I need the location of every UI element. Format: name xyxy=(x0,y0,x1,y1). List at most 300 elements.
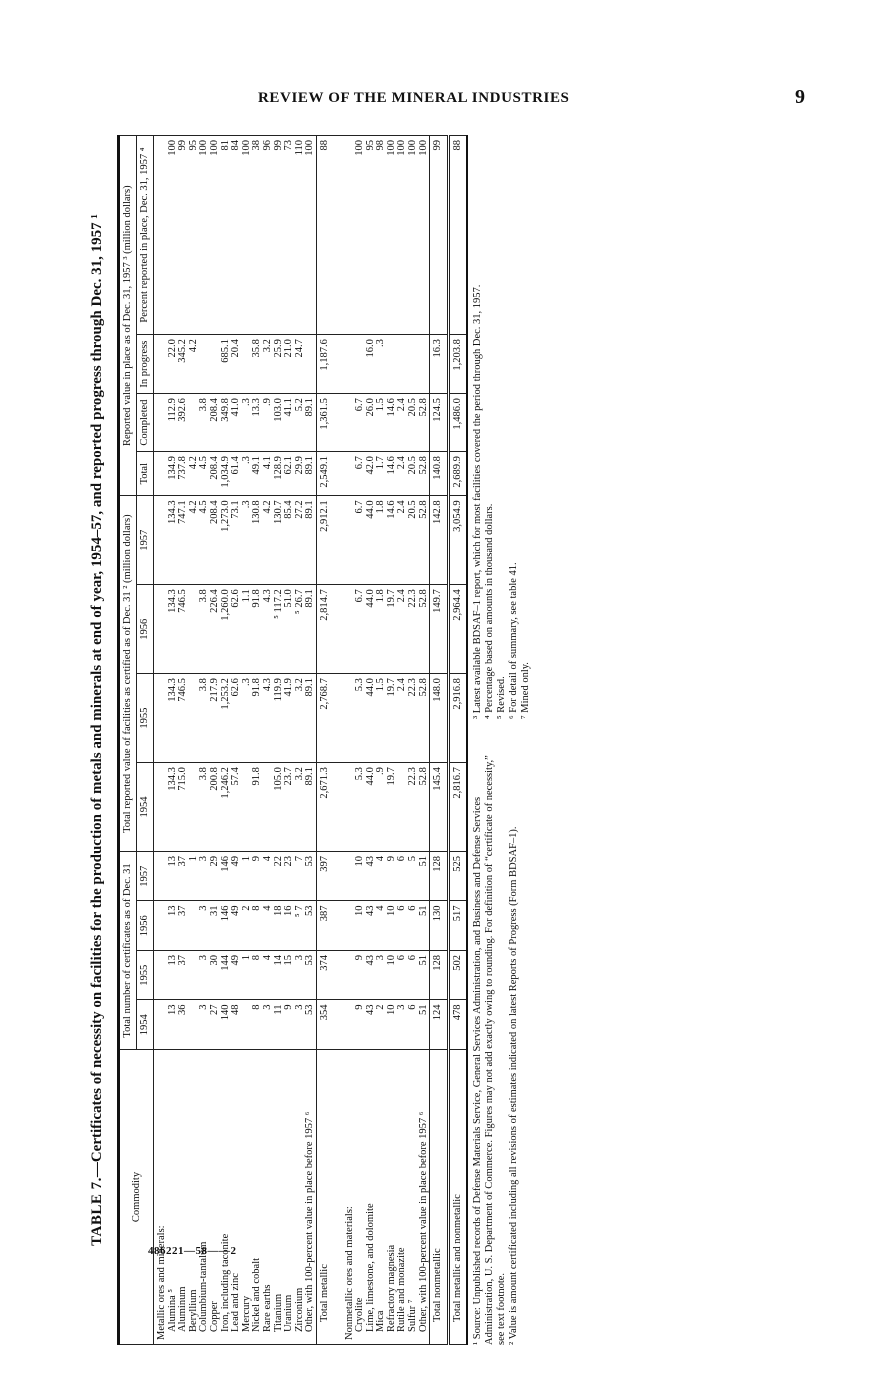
cell-value: 27.2 xyxy=(295,496,306,585)
table-row xyxy=(263,136,274,1345)
group-value-header: Total reported value of facilities as certified as of Dec. 31 ² (million dollars) xyxy=(119,496,137,852)
year-header: 1954 xyxy=(137,763,154,852)
cell-value: 51 xyxy=(419,1000,430,1050)
row-label: Sulfur ⁷ xyxy=(408,1050,419,1345)
cell-value: 1.1 xyxy=(242,585,253,674)
cell-value: 4.5 xyxy=(199,496,210,585)
row-label: Refractory magnesia xyxy=(387,1050,398,1345)
cell-value: 128 xyxy=(430,951,449,1001)
cell-value: 3.2 xyxy=(295,763,306,852)
cell-value: 44.0 xyxy=(366,496,377,585)
row-label: Zirconium xyxy=(295,1050,306,1345)
empty-cell xyxy=(154,851,168,901)
cell-value: 3.8 xyxy=(199,585,210,674)
cell-value: 3,054.9 xyxy=(448,496,467,585)
table-row xyxy=(387,136,398,1345)
cell-value: 1,034.9 xyxy=(221,452,232,496)
table-row xyxy=(305,136,316,1345)
cell-value: 2,549.1 xyxy=(316,452,333,496)
empty-cell xyxy=(154,1000,168,1050)
row-label: Lead and zinc xyxy=(231,1050,242,1345)
cell-value: 98 xyxy=(376,136,387,335)
group-heading: Nonmetallic ores and materials: xyxy=(342,1050,356,1345)
cell-value xyxy=(419,335,430,394)
cell-value: 1.5 xyxy=(376,394,387,452)
empty-cell xyxy=(342,763,356,852)
cell-value: 6.7 xyxy=(355,585,366,674)
empty-cell xyxy=(154,335,168,394)
cell-value: 4.1 xyxy=(263,452,274,496)
rotated-table-block xyxy=(88,115,748,1345)
row-label: Cryolite xyxy=(355,1050,366,1345)
cell-value: 4 xyxy=(263,951,274,1001)
empty-cell xyxy=(154,674,168,763)
empty-cell xyxy=(154,136,168,335)
empty-cell xyxy=(342,452,356,496)
cell-value: 41.1 xyxy=(284,394,295,452)
cell-value: 13 xyxy=(168,851,179,901)
cell-value: 89.1 xyxy=(305,674,316,763)
spacer-row xyxy=(334,136,342,1345)
cell-value: 22.3 xyxy=(408,763,419,852)
table-row xyxy=(355,136,366,1345)
group-heading: Metallic ores and minerals: xyxy=(154,1050,168,1345)
table-caption-lead: TABLE 7. xyxy=(89,1177,105,1246)
cell-value: 2,912.1 xyxy=(316,496,333,585)
cell-value: 14.6 xyxy=(387,496,398,585)
table-row xyxy=(366,136,377,1345)
cell-value: 112.9 xyxy=(168,394,179,452)
cell-value: 29.9 xyxy=(295,452,306,496)
empty-cell xyxy=(154,394,168,452)
cell-value: ⁵ 117.2 xyxy=(274,585,285,674)
cell-value: 142.8 xyxy=(430,496,449,585)
table-row xyxy=(274,136,285,1345)
cell-value: 4.3 xyxy=(263,674,274,763)
cell-value xyxy=(305,335,316,394)
empty-cell xyxy=(342,901,356,951)
page-number: 9 xyxy=(795,86,805,108)
cell-value: 13 xyxy=(168,1000,179,1050)
row-label: Rutile and monazite xyxy=(397,1050,408,1345)
empty-cell xyxy=(342,585,356,674)
cell-value: 2,671.3 xyxy=(316,763,333,852)
empty-cell xyxy=(342,335,356,394)
cell-value: 96 xyxy=(263,136,274,335)
table-body xyxy=(154,136,468,1345)
empty-cell xyxy=(154,951,168,1001)
cell-value: 6.7 xyxy=(355,496,366,585)
cell-value: 685.1 xyxy=(221,335,232,394)
cell-value: 4.5 xyxy=(199,452,210,496)
cell-value: 3 xyxy=(199,901,210,951)
cell-value: 73.1 xyxy=(231,496,242,585)
cell-value: 140.8 xyxy=(430,452,449,496)
cell-value: 208.4 xyxy=(210,394,221,452)
cell-value: 23 xyxy=(284,851,295,901)
cell-value: 22.3 xyxy=(408,585,419,674)
cell-value: 89.1 xyxy=(305,394,316,452)
empty-cell xyxy=(334,394,342,452)
cell-value: 134.3 xyxy=(168,585,179,674)
group-heading-row xyxy=(342,136,356,1345)
cell-value: 134.3 xyxy=(168,763,179,852)
cell-value: 10 xyxy=(387,901,398,951)
print-stamp: 486221—58——2 xyxy=(148,1245,237,1257)
empty-cell xyxy=(334,901,342,951)
cell-value: 9 xyxy=(355,951,366,1001)
cell-value: 715.0 xyxy=(178,763,189,852)
year-header: 1956 xyxy=(137,585,154,674)
cell-value: 100 xyxy=(419,136,430,335)
cell-value: 100 xyxy=(199,136,210,335)
cell-value: 1 xyxy=(242,851,253,901)
cell-value: .3 xyxy=(242,496,253,585)
cell-value: 119.9 xyxy=(274,674,285,763)
year-header: 1955 xyxy=(137,674,154,763)
row-label: Lime, limestone, and dolomite xyxy=(366,1050,377,1345)
cell-value: 89.1 xyxy=(305,452,316,496)
empty-cell xyxy=(334,674,342,763)
row-label: Columbium-tantalum xyxy=(199,1050,210,1345)
cell-value: 8 xyxy=(252,901,263,951)
cell-value: 100 xyxy=(408,136,419,335)
cell-value: 89.1 xyxy=(305,763,316,852)
cell-value: 525 xyxy=(448,851,467,901)
cell-value: 10 xyxy=(387,1000,398,1050)
cell-value: .3 xyxy=(376,335,387,394)
cell-value: 2,768.7 xyxy=(316,674,333,763)
cell-value: 2,814.7 xyxy=(316,585,333,674)
empty-cell xyxy=(334,496,342,585)
cell-value: 1,203.8 xyxy=(448,335,467,394)
cell-value: 3 xyxy=(376,951,387,1001)
cell-value: 128.9 xyxy=(274,452,285,496)
cell-value: 99 xyxy=(274,136,285,335)
cell-value: 43 xyxy=(366,901,377,951)
col-commodity-header: Commodity xyxy=(119,1050,154,1345)
cell-value: 140 xyxy=(221,1000,232,1050)
cell-value: 4 xyxy=(263,901,274,951)
cell-value: 8 xyxy=(252,1000,263,1050)
table-row xyxy=(231,136,242,1345)
empty-cell xyxy=(342,851,356,901)
cell-value: 1,273.0 xyxy=(221,496,232,585)
cell-value: .9 xyxy=(376,763,387,852)
cell-value: 16.0 xyxy=(366,335,377,394)
cell-value: 9 xyxy=(284,1000,295,1050)
cell-value: 13 xyxy=(168,901,179,951)
cell-value: 13 xyxy=(168,951,179,1001)
cell-value: 208.4 xyxy=(210,452,221,496)
cell-value: 9 xyxy=(252,851,263,901)
table-row xyxy=(419,136,430,1345)
cell-value: 5.3 xyxy=(355,763,366,852)
cell-value: 149.7 xyxy=(430,585,449,674)
cell-value: 502 xyxy=(448,951,467,1001)
cell-value: 2.4 xyxy=(397,674,408,763)
cell-value: 2,964.4 xyxy=(448,585,467,674)
table-row xyxy=(430,136,449,1345)
cell-value: 44.0 xyxy=(366,585,377,674)
cell-value: 1,486.0 xyxy=(448,394,467,452)
cell-value: 10 xyxy=(387,951,398,1001)
cell-value: 16.3 xyxy=(430,335,449,394)
cell-value: 52.8 xyxy=(419,452,430,496)
table-row xyxy=(397,136,408,1345)
cell-value: 2,816.7 xyxy=(448,763,467,852)
row-label: Other, with 100-percent value in place before 1957 ⁶ xyxy=(305,1050,316,1345)
cell-value: 128 xyxy=(430,851,449,901)
cell-value: 41.9 xyxy=(284,674,295,763)
cell-value: 134.3 xyxy=(168,496,179,585)
cell-value: 3 xyxy=(199,851,210,901)
cell-value: 14 xyxy=(274,951,285,1001)
table-row xyxy=(242,136,253,1345)
cell-value: 3.8 xyxy=(199,394,210,452)
cell-value: 37 xyxy=(178,851,189,901)
year-header: 1955 xyxy=(137,951,154,1001)
cell-value: 49 xyxy=(231,901,242,951)
cell-value: 48 xyxy=(231,1000,242,1050)
cell-value: 100 xyxy=(210,136,221,335)
row-label: Beryllium xyxy=(189,1050,200,1345)
empty-cell xyxy=(334,136,342,335)
cell-value: 19.7 xyxy=(387,585,398,674)
cell-value: 49.1 xyxy=(252,452,263,496)
empty-cell xyxy=(342,496,356,585)
cell-value: 38 xyxy=(252,136,263,335)
cell-value: 52.8 xyxy=(419,674,430,763)
cell-value: 29 xyxy=(210,851,221,901)
cell-value: 746.5 xyxy=(178,585,189,674)
cell-value: 53 xyxy=(305,851,316,901)
table-row xyxy=(448,136,467,1345)
row-label: Other, with 100-percent value in place before 1957 ⁶ xyxy=(419,1050,430,1345)
cell-value: 5.2 xyxy=(295,394,306,452)
cell-value: 517 xyxy=(448,901,467,951)
cell-value: 387 xyxy=(316,901,333,951)
empty-cell xyxy=(154,585,168,674)
cell-value: 95 xyxy=(366,136,377,335)
footnotes xyxy=(472,115,532,1345)
group-certificates-header: Total number of certificates as of Dec. 31 xyxy=(119,851,137,1049)
cell-value: 15 xyxy=(284,951,295,1001)
cell-value: .3 xyxy=(242,452,253,496)
cell-value: 1.5 xyxy=(376,674,387,763)
cell-value: 4.3 xyxy=(263,585,274,674)
cell-value: 9 xyxy=(387,851,398,901)
cell-value: 6 xyxy=(408,951,419,1001)
footnote: ¹ Source: Unpublished records of Defense Materials Service, General Services Administration, and Business and Defense Services Administration, U. S. Department of Commerce. Figures may not add exactly owing to rounding. For definition of “certificate of necessity,” see text footnote. xyxy=(472,755,508,1345)
footnote: ⁶ For detail of summary, see table 41. xyxy=(508,562,520,719)
row-label: Aluminum xyxy=(178,1050,189,1345)
table-row xyxy=(221,136,232,1345)
empty-cell xyxy=(154,496,168,585)
cell-value: 124.5 xyxy=(430,394,449,452)
cell-value: 226.4 xyxy=(210,585,221,674)
cell-value: 3.2 xyxy=(295,674,306,763)
row-label: Iron, including taconite xyxy=(221,1050,232,1345)
cell-value: 4.2 xyxy=(263,496,274,585)
cell-value: 2,689.9 xyxy=(448,452,467,496)
cell-value: 134.3 xyxy=(168,674,179,763)
table-row xyxy=(199,136,210,1345)
cell-value: 4.2 xyxy=(189,335,200,394)
cell-value: 103.0 xyxy=(274,394,285,452)
cell-value: 95 xyxy=(189,136,200,335)
cell-value: 6 xyxy=(408,1000,419,1050)
footnotes-right xyxy=(472,115,532,719)
empty-cell xyxy=(334,452,342,496)
cell-value: .9 xyxy=(263,394,274,452)
cell-value: 349.8 xyxy=(221,394,232,452)
empty-cell xyxy=(154,763,168,852)
cell-value: 41.0 xyxy=(231,394,242,452)
cell-value: 392.6 xyxy=(178,394,189,452)
cell-value: 1.7 xyxy=(376,452,387,496)
cell-value: 6.7 xyxy=(355,452,366,496)
empty-cell xyxy=(342,951,356,1001)
cell-value: 43 xyxy=(366,1000,377,1050)
empty-cell xyxy=(334,1000,342,1050)
cell-value: 100 xyxy=(355,136,366,335)
row-label: Titanium xyxy=(274,1050,285,1345)
cell-value: 91.8 xyxy=(252,763,263,852)
row-label: Alumina ⁵ xyxy=(168,1050,179,1345)
cell-value: 3 xyxy=(263,1000,274,1050)
cell-value: 1,246.2 xyxy=(221,763,232,852)
cell-value: 52.8 xyxy=(419,585,430,674)
empty-cell xyxy=(334,335,342,394)
cell-value: 6.7 xyxy=(355,394,366,452)
row-label: Copper xyxy=(210,1050,221,1345)
cell-value: 18 xyxy=(274,901,285,951)
cell-value: 100 xyxy=(387,136,398,335)
cell-value: 4 xyxy=(376,901,387,951)
cell-value: 51 xyxy=(419,951,430,1001)
cell-value: 4.2 xyxy=(189,452,200,496)
cell-value: 27 xyxy=(210,1000,221,1050)
empty-cell xyxy=(342,394,356,452)
cell-value: 134.9 xyxy=(168,452,179,496)
cell-value: 52.8 xyxy=(419,763,430,852)
cell-value: 89.1 xyxy=(305,585,316,674)
cell-value xyxy=(387,335,398,394)
cell-value: 49 xyxy=(231,951,242,1001)
row-label: Total metallic and nonmetallic xyxy=(448,1050,467,1345)
cell-value: 62.6 xyxy=(231,674,242,763)
cell-value: 35.8 xyxy=(252,335,263,394)
cell-value: 124 xyxy=(430,1000,449,1050)
cell-value: 2.4 xyxy=(397,394,408,452)
cell-value: 22.0 xyxy=(168,335,179,394)
cell-value: 478 xyxy=(448,1000,467,1050)
cell-value: 57.4 xyxy=(231,763,242,852)
cell-value: 85.4 xyxy=(284,496,295,585)
cell-value: 20.4 xyxy=(231,335,242,394)
table-caption-text: —Certificates of necessity on facilities for the production of metals and minerals at end of year, 1954–57, and reported progress through Dec. 31, 1957 ¹ xyxy=(89,214,105,1178)
cell-value: 7 xyxy=(295,851,306,901)
row-label: Nickel and cobalt xyxy=(252,1050,263,1345)
cell-value: 88 xyxy=(316,136,333,335)
cell-value: 746.5 xyxy=(178,674,189,763)
cell-value: 43 xyxy=(366,851,377,901)
cell-value: 23.7 xyxy=(284,763,295,852)
cell-value: 100 xyxy=(397,136,408,335)
percent-header: Percent reported in place, Dec. 31, 1957 ⁴ xyxy=(137,136,154,335)
cell-value xyxy=(263,763,274,852)
empty-cell xyxy=(334,585,342,674)
cell-value: 51 xyxy=(419,901,430,951)
cell-value: 52.8 xyxy=(419,496,430,585)
footnote: ² Value is amount certificated including all revisions of estimates indicated on latest Reports of Progress (Form BDSAF–1). xyxy=(508,826,520,1345)
cell-value: 144 xyxy=(221,951,232,1001)
cell-value: 5.3 xyxy=(355,674,366,763)
cell-value: 354 xyxy=(316,1000,333,1050)
cell-value: 2.4 xyxy=(397,452,408,496)
cell-value: 53 xyxy=(305,901,316,951)
empty-cell xyxy=(342,674,356,763)
cell-value: 26.0 xyxy=(366,394,377,452)
empty-cell xyxy=(334,951,342,1001)
cell-value: 51 xyxy=(419,851,430,901)
cell-value: 1,187.6 xyxy=(316,335,333,394)
year-header: 1954 xyxy=(137,1000,154,1050)
table-row xyxy=(168,136,179,1345)
empty-cell xyxy=(154,901,168,951)
cell-value: 217.9 xyxy=(210,674,221,763)
row-label: Uranium xyxy=(284,1050,295,1345)
cell-value: 9 xyxy=(355,1000,366,1050)
cell-value: 3 xyxy=(295,1000,306,1050)
cell-value: 5 xyxy=(408,851,419,901)
table-row xyxy=(189,136,200,1345)
cell-value: 1,361.5 xyxy=(316,394,333,452)
cell-value: 88 xyxy=(448,136,467,335)
footnote: ⁵ Revised. xyxy=(496,676,508,719)
cell-value: 6 xyxy=(397,901,408,951)
cell-value: ⁵ 26.7 xyxy=(295,585,306,674)
row-label: Total metallic xyxy=(316,1050,333,1345)
completed-header: Completed xyxy=(137,394,154,452)
cell-value: 3.8 xyxy=(199,674,210,763)
cell-value: 91.8 xyxy=(252,585,263,674)
cell-value: 6 xyxy=(397,851,408,901)
cell-value: 146 xyxy=(221,901,232,951)
cell-value: 37 xyxy=(178,901,189,951)
cell-value: 1.8 xyxy=(376,496,387,585)
cell-value: 42.0 xyxy=(366,452,377,496)
cell-value: 20.5 xyxy=(408,496,419,585)
cell-value: 3.2 xyxy=(263,335,274,394)
cell-value: 36 xyxy=(178,1000,189,1050)
row-label: Rare earths xyxy=(263,1050,274,1345)
cell-value: 345.2 xyxy=(178,335,189,394)
cell-value: 1.8 xyxy=(376,585,387,674)
cell-value: 130.8 xyxy=(252,496,263,585)
cell-value: 2 xyxy=(376,1000,387,1050)
in-progress-header: In progress xyxy=(137,335,154,394)
cell-value: 20.5 xyxy=(408,394,419,452)
footnotes-left xyxy=(472,741,532,1345)
cell-value: 3 xyxy=(397,1000,408,1050)
empty-cell xyxy=(342,136,356,335)
cell-value: 100 xyxy=(168,136,179,335)
cell-value: ⁵ 7 xyxy=(295,901,306,951)
certificates-table xyxy=(117,135,468,1345)
table-row xyxy=(252,136,263,1345)
